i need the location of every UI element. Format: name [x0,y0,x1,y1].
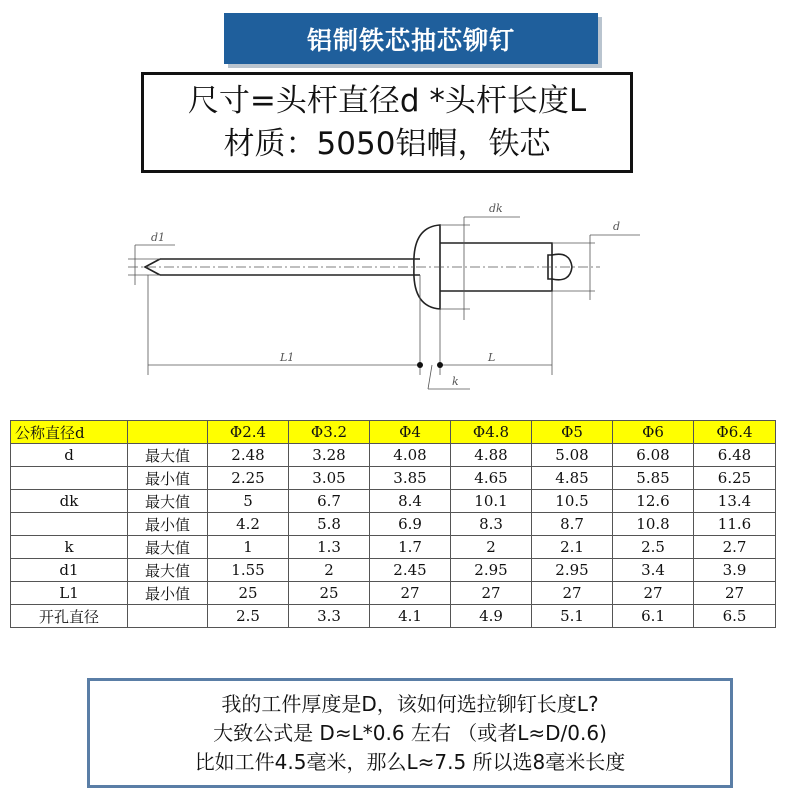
row-value: 25 [289,582,370,605]
page-title: 铝制铁芯抽芯铆钉 [224,13,598,64]
row-value: 13.4 [694,490,776,513]
header-size: Φ3.2 [289,421,370,444]
row-value: 27 [532,582,613,605]
row-value: 2.1 [532,536,613,559]
row-value: 3.05 [289,467,370,490]
row-value: 12.6 [613,490,694,513]
row-param: d1 [11,559,128,582]
row-value: 3.28 [289,444,370,467]
row-value: 5.8 [289,513,370,536]
table-row [11,605,776,628]
row-value: 4.2 [208,513,289,536]
row-value: 5.85 [613,467,694,490]
label-d: d [613,220,621,233]
row-value: 4.88 [451,444,532,467]
row-param: k [11,536,128,559]
row-value: 10.1 [451,490,532,513]
row-value: 3.85 [370,467,451,490]
row-value: 2.95 [532,559,613,582]
row-kind: 最小值 [128,467,208,490]
row-value: 2.5 [208,605,289,628]
header-size: Φ6 [613,421,694,444]
table-row [11,490,776,513]
row-value: 3.4 [613,559,694,582]
row-kind: 最大值 [128,559,208,582]
row-value: 6.9 [370,513,451,536]
row-value: 6.25 [694,467,776,490]
row-value: 27 [613,582,694,605]
table-row [11,536,776,559]
row-value: 2 [289,559,370,582]
header-size: Φ2.4 [208,421,289,444]
row-value: 2.48 [208,444,289,467]
row-value: 8.7 [532,513,613,536]
row-value: 5.08 [532,444,613,467]
row-value: 6.08 [613,444,694,467]
row-value: 3.9 [694,559,776,582]
row-value: 5 [208,490,289,513]
row-value: 25 [208,582,289,605]
row-value: 4.9 [451,605,532,628]
label-k: k [452,375,459,388]
row-value: 4.08 [370,444,451,467]
row-value: 27 [694,582,776,605]
rivet-drawing [0,175,800,405]
table-row [11,559,776,582]
row-kind: 最大值 [128,490,208,513]
spec-table [10,420,776,628]
row-value: 27 [451,582,532,605]
table-row [11,513,776,536]
row-param: L1 [11,582,128,605]
row-kind: 最小值 [128,513,208,536]
spec-material-line: 材质：5050铝帽，铁芯 [223,125,551,162]
table-row [11,444,776,467]
row-value: 1.3 [289,536,370,559]
row-kind: 最大值 [128,536,208,559]
rivet-diagram [0,175,800,405]
row-value: 2.7 [694,536,776,559]
label-L: L [488,351,496,364]
row-value: 27 [370,582,451,605]
label-d1: d1 [151,231,166,244]
header-nominal-diameter: 公称直径d [11,421,128,444]
row-value: 8.3 [451,513,532,536]
k-marker-right [437,362,443,368]
row-value: 8.4 [370,490,451,513]
row-value: 4.65 [451,467,532,490]
row-value: 10.5 [532,490,613,513]
row-value: 4.85 [532,467,613,490]
row-kind: 最小值 [128,582,208,605]
row-param: d [11,444,128,467]
row-value: 1.7 [370,536,451,559]
row-kind: 最大值 [128,444,208,467]
spec-size-line: 尺寸=头杆直径d *头杆长度L [187,82,587,119]
row-value: 1.55 [208,559,289,582]
header-size: Φ4.8 [451,421,532,444]
row-value: 6.48 [694,444,776,467]
k-marker-left [417,362,423,368]
row-value: 2.95 [451,559,532,582]
row-value: 2.45 [370,559,451,582]
note-line-3: 比如工件4.5毫米，那么L≈7.5 所以选8毫米长度 [194,749,626,774]
table-row [11,582,776,605]
header-size: Φ4 [370,421,451,444]
header-blank [128,421,208,444]
row-kind [128,605,208,628]
label-L1: L1 [280,351,295,364]
row-value: 3.3 [289,605,370,628]
label-dk: dk [489,202,503,215]
row-value: 2 [451,536,532,559]
row-param [11,467,128,490]
row-value: 4.1 [370,605,451,628]
row-param: dk [11,490,128,513]
spec-box [141,72,633,173]
row-param: 开孔直径 [11,605,128,628]
header-size: Φ6.4 [694,421,776,444]
row-value: 6.5 [694,605,776,628]
row-param [11,513,128,536]
row-value: 10.8 [613,513,694,536]
header-size: Φ5 [532,421,613,444]
row-value: 1 [208,536,289,559]
table-row [11,467,776,490]
table-header-row [11,421,776,444]
row-value: 5.1 [532,605,613,628]
row-value: 2.5 [613,536,694,559]
note-line-1: 我的工件厚度是D，该如何选拉铆钉长度L? [221,691,599,716]
rivet-length-note [87,678,733,788]
row-value: 2.25 [208,467,289,490]
row-value: 6.7 [289,490,370,513]
row-value: 11.6 [694,513,776,536]
note-line-2: 大致公式是 D≈L*0.6 左右 （或者L≈D/0.6) [213,720,607,745]
row-value: 6.1 [613,605,694,628]
